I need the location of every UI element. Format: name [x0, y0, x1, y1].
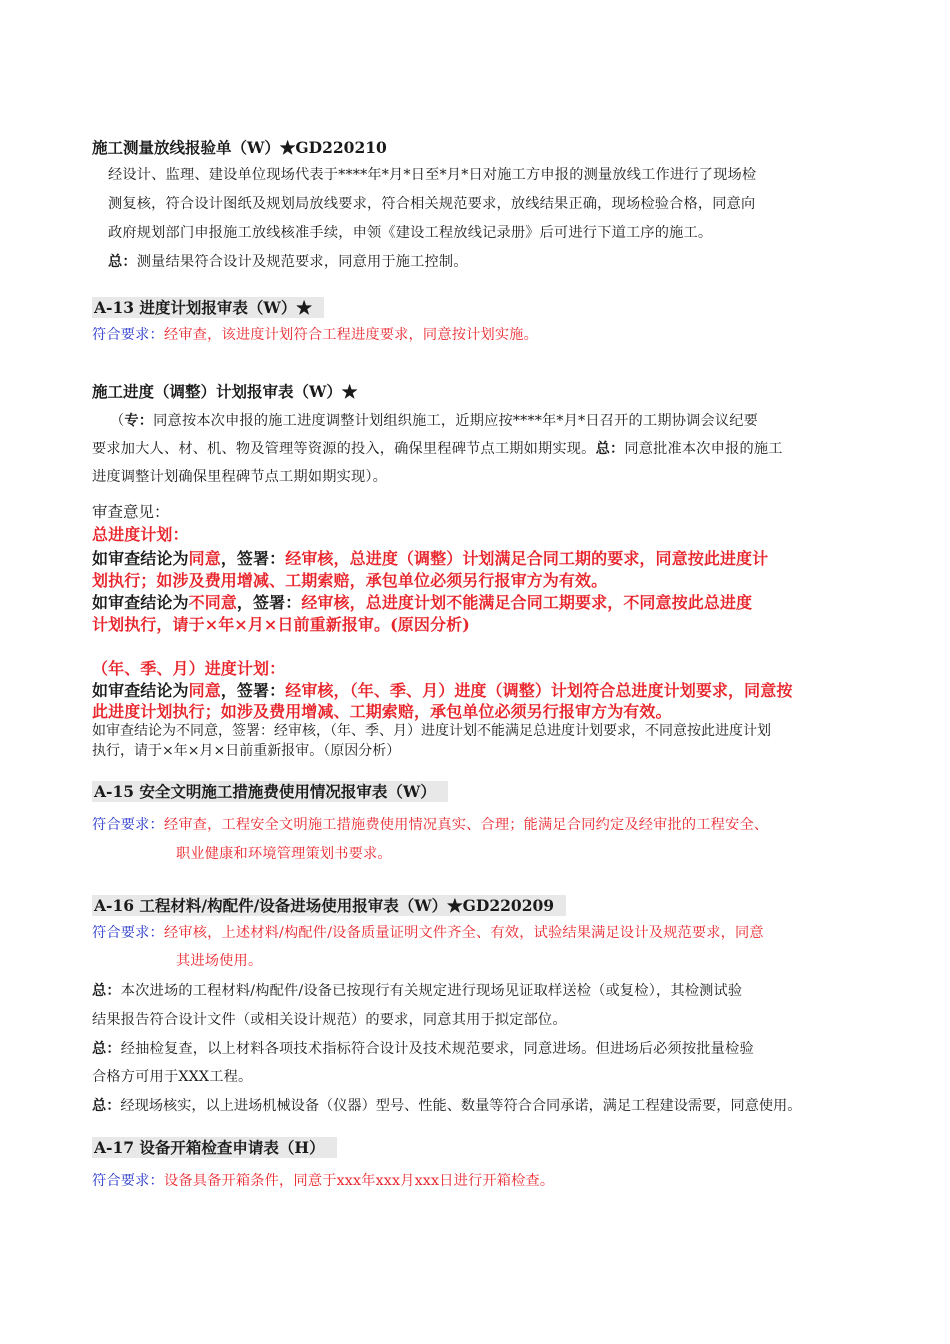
- approval-text: 职业健康和环境管理策划书要求。: [176, 846, 392, 862]
- section-title-text: A-13 进度计划报审表（W）★: [92, 297, 324, 318]
- approval-label: 符合要求：: [92, 327, 164, 343]
- approval-text: 设备具备开箱条件，同意于xxx年xxx月xxx日进行开箱检查。: [163, 1173, 555, 1189]
- approval-label: 符合要求：: [92, 925, 164, 941]
- approval-line: [92, 324, 538, 344]
- section-title-a16: [92, 894, 566, 916]
- approval-label: 符合要求：: [92, 1173, 164, 1189]
- paragraph-line: 经设计、监理、建设单位现场代表于****年*月*日至*月*日对施工方申报的测量放线工作进行了现场检: [108, 167, 757, 183]
- review-line: 如审查结论为不同意，签署：经审核，总进度计划不能满足合同工期要求，不同意按此总进度: [92, 593, 753, 612]
- paragraph-line: 政府规划部门申报施工放线核准手续，申领《建设工程放线记录册》后可进行下道工序的施工。: [108, 225, 713, 241]
- summary-text: 测量结果符合设计及规范要求，同意用于施工控制。: [136, 254, 468, 270]
- specialist-label: 专：: [124, 413, 154, 429]
- section-title-text: A-15 安全文明施工措施费使用情况报审表（W）: [92, 781, 448, 802]
- approval-text: 经审查，该进度计划符合工程进度要求，同意按计划实施。: [163, 327, 539, 343]
- summary-label: 总：: [595, 441, 625, 457]
- review-line: 此进度计划执行；如涉及费用增减、工期索赔，承包单位必须另行报审方为有效。: [92, 702, 672, 721]
- total-plan-heading: 总进度计划：: [92, 525, 189, 544]
- summary-line: 总：本次进场的工程材料/构配件/设备已按现行有关规定进行现场见证取样送检（或复检），其检测试验: [92, 983, 743, 999]
- paragraph-line: 进度调整计划确保里程碑节点工期如期实现）。: [92, 469, 388, 485]
- approval-line: [92, 814, 768, 834]
- section-title-text: A-16 工程材料/构配件/设备进场使用报审表（W）★GD220209: [92, 895, 566, 916]
- approval-text: 经审核，上述材料/构配件/设备质量证明文件齐全、有效，试验结果满足设计及规范要求，同意: [163, 925, 764, 941]
- approval-text: 其进场使用。: [176, 953, 263, 969]
- summary-label: 总：: [92, 1098, 121, 1114]
- summary-label: 总：: [92, 1041, 121, 1057]
- review-line: 执行，请于×年×月×日前重新报审。（原因分析）: [92, 743, 401, 759]
- summary-line: 合格方可用于XXX工程。: [92, 1069, 253, 1085]
- approval-line: [92, 922, 764, 942]
- summary-line: 总：经现场核实，以上进场机械设备（仪器）型号、性能、数量等符合合同承诺，满足工程建设需要，同意使用。: [92, 1098, 802, 1114]
- approval-text: 经审查，工程安全文明施工措施费使用情况真实、合理；能满足合同约定及经审批的工程安全、: [163, 817, 769, 833]
- section-title-schedule-adjust: 施工进度（调整）计划报审表（W）★: [92, 382, 358, 401]
- review-line: 计划执行，请于×年×月×日前重新报审。(原因分析): [92, 615, 470, 634]
- paragraph-line: 要求加大人、材、机、物及管理等资源的投入，确保里程碑节点工期如期实现。总：同意批准本次申报的施工: [92, 441, 783, 457]
- review-line: 划执行；如涉及费用增减、工期索赔，承包单位必须另行报审方为有效。: [92, 571, 608, 590]
- period-plan-heading: （年、季、月）进度计划：: [92, 659, 286, 678]
- summary-label: 总：: [108, 254, 137, 270]
- summary-line: 结果报告符合设计文件（或相关设计规范）的要求，同意其用于拟定部位。: [92, 1012, 567, 1028]
- review-line: 如审查结论为同意，签署：经审核，总进度（调整）计划满足合同工期的要求，同意按此进度计: [92, 549, 769, 568]
- paragraph-line: （专：同意按本次申报的施工进度调整计划组织施工，近期应按****年*月*日召开的工期协调会议纪要: [110, 413, 759, 429]
- summary-line: 总：经抽检复查，以上材料各项技术指标符合设计及技术规范要求，同意进场。但进场后必须按批量检验: [92, 1041, 754, 1057]
- summary-label: 总：: [92, 983, 121, 999]
- approval-label: 符合要求：: [92, 817, 164, 833]
- section-title-a17: [92, 1136, 337, 1158]
- section-title-survey: 施工测量放线报验单（W）★GD220210: [92, 138, 387, 157]
- review-line: 如审查结论为不同意，签署：经审核，（年、季、月）进度计划不能满足总进度计划要求，不同意按此进度计划: [92, 723, 771, 739]
- approval-line: [92, 1170, 554, 1190]
- review-heading: 审查意见：: [92, 503, 170, 521]
- review-line: 如审查结论为同意，签署：经审核，（年、季、月）进度（调整）计划符合总进度计划要求，同意按: [92, 681, 793, 700]
- summary-line: [108, 251, 468, 271]
- section-title-text: A-17 设备开箱检查申请表（H）: [92, 1137, 337, 1158]
- section-title-a13: [92, 296, 324, 318]
- paragraph-line: 测复核，符合设计图纸及规划局放线要求，符合相关规范要求，放线结果正确，现场检验合格，同意向: [108, 196, 756, 212]
- section-title-a15: [92, 780, 448, 802]
